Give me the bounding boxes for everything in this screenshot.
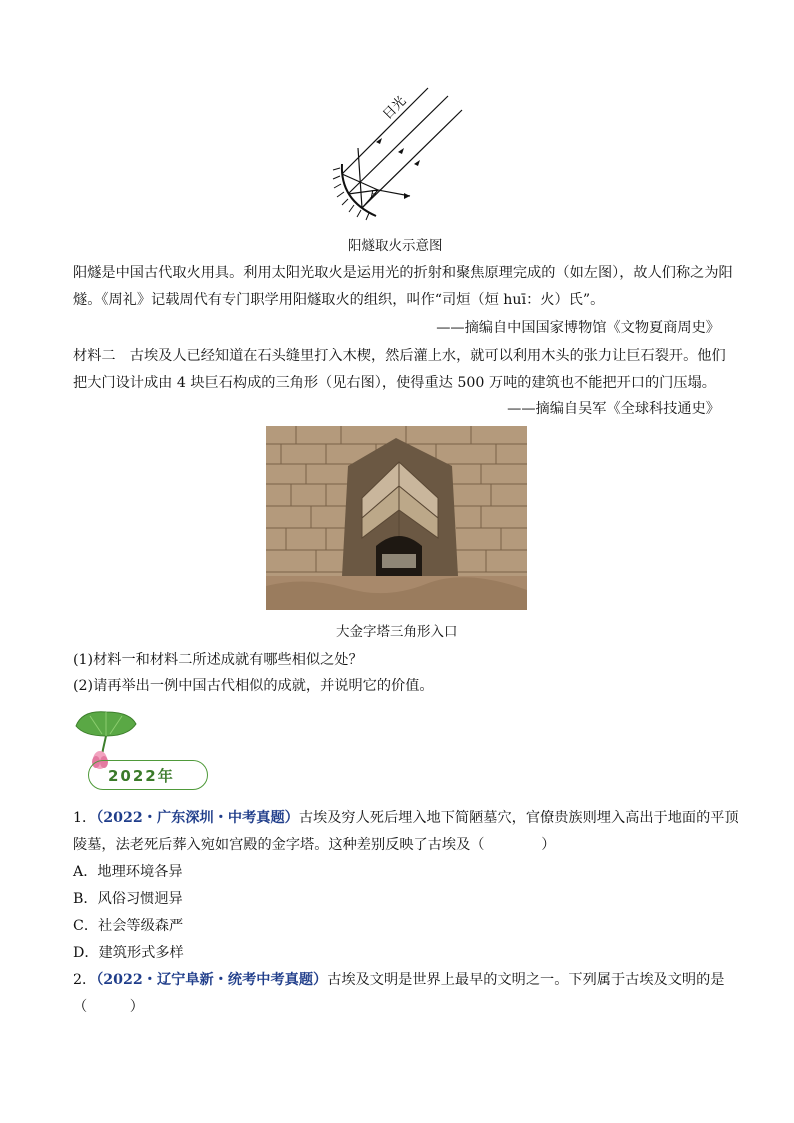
ray-arrows <box>376 138 420 199</box>
material1-line2: 燧。《周礼》记载周代有专门职学用阳燧取火的组织，叫作“司烜（烜 huī：火）氏”。 <box>73 292 605 308</box>
item1-option-b: B．风俗习惯迥异 <box>73 891 183 907</box>
material2-source: ——摘编自吴军《全球科技通史》 <box>507 401 720 417</box>
item2-source: （2022・辽宁阜新・统考中考真题） <box>96 972 328 988</box>
diagram-caption: 阳燧取火示意图 <box>348 238 443 254</box>
sun-label: 日光 <box>380 93 410 123</box>
yangsui-diagram <box>318 82 468 222</box>
item2-stem-line2: （ ） <box>73 999 144 1015</box>
item1-source: （2022・广东深圳・中考真题） <box>96 810 299 826</box>
focus-label: F <box>370 190 377 201</box>
item1-option-d: D．建筑形式多样 <box>73 945 184 961</box>
item1-number: 1． <box>73 810 97 826</box>
material1-source: ——摘编自中国国家博物馆《文物夏商周史》 <box>436 320 720 336</box>
material1-line1: 阳燧是中国古代取火用具。利用太阳光取火是运用光的折射和聚焦原理完成的（如左图），故人们称之为阳 <box>73 265 733 281</box>
item1-stem-line2: 陵墓，法老死后葬入宛如宫殿的金字塔。这种差别反映了古埃及（ ） <box>73 837 556 853</box>
item1-option-a: A．地理环境各异 <box>73 864 183 880</box>
item2-stem-line1: 古埃及文明是世界上最早的文明之一。下列属于古埃及文明的是 <box>327 972 725 988</box>
item1-line1 <box>73 808 739 828</box>
question-1: (1)材料一和材料二所述成就有哪些相似之处？ <box>73 652 363 668</box>
item2-number: 2． <box>73 972 97 988</box>
pyramid-entrance-photo <box>266 426 527 610</box>
item1-option-c: C．社会等级森严 <box>73 918 184 934</box>
item1-stem-line1: 古埃及穷人死后埋入地下简陋墓穴，官僚贵族则埋入高出于地面的平顶 <box>298 810 739 826</box>
material2-line2: 把大门设计成由 4 块巨石构成的三角形（见右图），使得重达 500 万吨的建筑也不能把开口的门压塌。 <box>73 375 716 391</box>
question-2: (2)请再举出一例中国古代相似的成就，并说明它的价值。 <box>73 678 434 694</box>
material2-line1: 材料二 古埃及人已经知道在石头缝里打入木楔，然后灌上水，就可以利用木头的张力让巨石裂开。他们 <box>73 348 726 364</box>
year-badge-label: 2022年 <box>108 767 175 785</box>
photo-caption: 大金字塔三角形入口 <box>336 624 458 640</box>
item2-line1 <box>73 970 725 990</box>
